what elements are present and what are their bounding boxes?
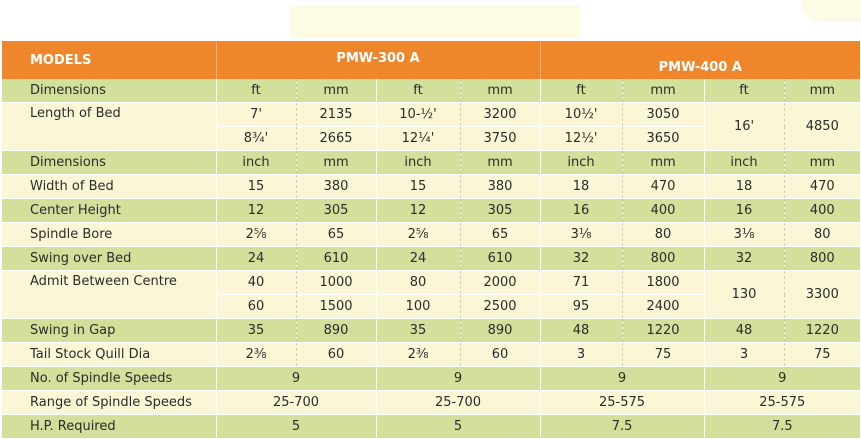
cell: 48 <box>704 319 784 343</box>
cell: 1000 <box>296 271 376 295</box>
header-row <box>2 41 860 79</box>
cell: 32 <box>704 247 784 271</box>
cell: 75 <box>622 343 704 367</box>
cell: 1220 <box>784 319 860 343</box>
cell: 15 <box>216 175 296 199</box>
cell: 130 <box>704 271 784 319</box>
cell: 10½' <box>540 103 622 127</box>
cell: 9 <box>216 367 376 391</box>
row-label: H.P. Required <box>2 415 216 439</box>
cell: 24 <box>376 247 460 271</box>
cell: 71 <box>540 271 622 295</box>
row-label: Tail Stock Quill Dia <box>2 343 216 367</box>
cell: 48 <box>540 319 622 343</box>
table-row <box>2 415 860 439</box>
cell: 60 <box>296 343 376 367</box>
cell: 12 <box>216 199 296 223</box>
cell: 12¼' <box>376 127 460 151</box>
row-label: Dimensions <box>2 79 216 103</box>
cell: 100 <box>376 295 460 319</box>
cell: 3750 <box>460 127 540 151</box>
row-label: Swing over Bed <box>2 247 216 271</box>
row-label: Admit Between Centre <box>2 271 216 319</box>
cell: 5 <box>376 415 540 439</box>
cell: 65 <box>460 223 540 247</box>
cell: 2665 <box>296 127 376 151</box>
cell: 25-700 <box>216 391 376 415</box>
cell: inch <box>216 151 296 175</box>
cell: 7' <box>216 103 296 127</box>
cell: 3200 <box>460 103 540 127</box>
cell: 65 <box>296 223 376 247</box>
cell: mm <box>296 79 376 103</box>
cell: 470 <box>622 175 704 199</box>
cell: 2⅜ <box>376 343 460 367</box>
cell: 80 <box>376 271 460 295</box>
cell: 9 <box>376 367 540 391</box>
table-row <box>2 199 860 223</box>
cell: 800 <box>622 247 704 271</box>
cell: 9 <box>540 367 704 391</box>
cell: 380 <box>296 175 376 199</box>
cell: 380 <box>460 175 540 199</box>
cell: inch <box>704 151 784 175</box>
cell: 470 <box>784 175 860 199</box>
cell: 16 <box>540 199 622 223</box>
cell: 7.5 <box>540 415 704 439</box>
cell: 2500 <box>460 295 540 319</box>
cell: ft <box>704 79 784 103</box>
corner-glow <box>801 0 861 22</box>
table-row <box>2 271 860 295</box>
cell: mm <box>622 151 704 175</box>
model-pmw-400a: PMW-400 A <box>540 41 860 79</box>
cell: 890 <box>296 319 376 343</box>
table-row <box>2 151 860 175</box>
cell: 4850 <box>784 103 860 151</box>
cell: 610 <box>296 247 376 271</box>
cell: 8¾' <box>216 127 296 151</box>
table-row <box>2 175 860 199</box>
header-glow <box>290 5 580 37</box>
cell: 2135 <box>296 103 376 127</box>
cell: 3 <box>540 343 622 367</box>
cell: 15 <box>376 175 460 199</box>
cell: 1220 <box>622 319 704 343</box>
row-label: Range of Spindle Speeds <box>2 391 216 415</box>
cell: 305 <box>296 199 376 223</box>
cell: 5 <box>216 415 376 439</box>
cell: 25-700 <box>376 391 540 415</box>
cell: 2⅝ <box>376 223 460 247</box>
cell: 25-575 <box>704 391 860 415</box>
cell: 1500 <box>296 295 376 319</box>
cell: inch <box>540 151 622 175</box>
models-header: MODELS <box>2 41 216 79</box>
cell: 9 <box>704 367 860 391</box>
cell: inch <box>376 151 460 175</box>
cell: mm <box>460 79 540 103</box>
cell: 80 <box>784 223 860 247</box>
cell: mm <box>784 151 860 175</box>
cell: mm <box>622 79 704 103</box>
row-label: Spindle Bore <box>2 223 216 247</box>
cell: 3650 <box>622 127 704 151</box>
row-label: Width of Bed <box>2 175 216 199</box>
cell: 2⅜ <box>216 343 296 367</box>
cell: 60 <box>216 295 296 319</box>
cell: 24 <box>216 247 296 271</box>
cell: ft <box>216 79 296 103</box>
cell: 18 <box>704 175 784 199</box>
cell: 3050 <box>622 103 704 127</box>
cell: 890 <box>460 319 540 343</box>
cell: 2000 <box>460 271 540 295</box>
cell: 7.5 <box>704 415 860 439</box>
cell: 610 <box>460 247 540 271</box>
table-row <box>2 79 860 103</box>
row-label: Length of Bed <box>2 103 216 151</box>
cell: mm <box>296 151 376 175</box>
table-row <box>2 391 860 415</box>
cell: 18 <box>540 175 622 199</box>
cell: 25-575 <box>540 391 704 415</box>
table-row <box>2 103 860 127</box>
cell: 75 <box>784 343 860 367</box>
cell: 80 <box>622 223 704 247</box>
cell: 400 <box>784 199 860 223</box>
cell: 12½' <box>540 127 622 151</box>
table-row <box>2 247 860 271</box>
cell: ft <box>376 79 460 103</box>
cell: 32 <box>540 247 622 271</box>
row-label: Swing in Gap <box>2 319 216 343</box>
cell: 1800 <box>622 271 704 295</box>
cell: 35 <box>376 319 460 343</box>
spec-table <box>2 41 860 439</box>
cell: 60 <box>460 343 540 367</box>
cell: 35 <box>216 319 296 343</box>
table-row <box>2 223 860 247</box>
cell: 3 <box>704 343 784 367</box>
cell: 95 <box>540 295 622 319</box>
row-label: Center Height <box>2 199 216 223</box>
cell: 400 <box>622 199 704 223</box>
table-row <box>2 367 860 391</box>
cell: mm <box>784 79 860 103</box>
cell: 10-½' <box>376 103 460 127</box>
cell: 3⅛ <box>704 223 784 247</box>
cell: ft <box>540 79 622 103</box>
table-row <box>2 343 860 367</box>
model-pmw-300a: PMW-300 A <box>216 41 540 79</box>
row-label: No. of Spindle Speeds <box>2 367 216 391</box>
table-row <box>2 319 860 343</box>
row-label: Dimensions <box>2 151 216 175</box>
cell: 3⅛ <box>540 223 622 247</box>
cell: 16 <box>704 199 784 223</box>
cell: 305 <box>460 199 540 223</box>
cell: 800 <box>784 247 860 271</box>
cell: 2400 <box>622 295 704 319</box>
cell: 3300 <box>784 271 860 319</box>
cell: mm <box>460 151 540 175</box>
cell: 2⅝ <box>216 223 296 247</box>
cell: 40 <box>216 271 296 295</box>
cell: 16' <box>704 103 784 151</box>
cell: 12 <box>376 199 460 223</box>
